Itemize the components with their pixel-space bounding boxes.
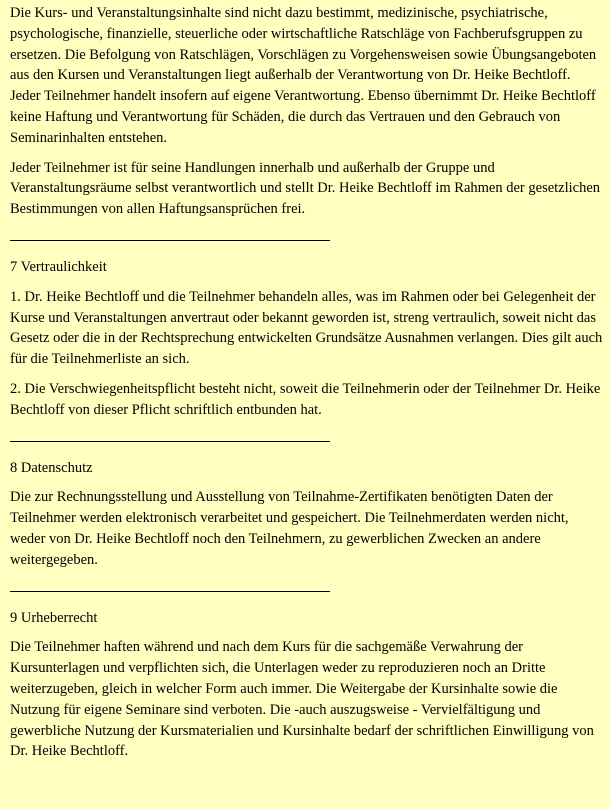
section-9-title: 9 Urheberrecht — [10, 609, 98, 626]
section-8-paragraph-1: Die zur Rechnungsstellung und Ausstellung von Teilnahme-Zertifikaten benötigten Daten der Teilnehmer werden elektronisch verarbeitet und gespeichert. Die Teilnehmerdaten werden nicht, weder von Dr. Heike Bechtloff noch den Teilnehmern, zu gewerblichen Zwecken an andere weitergegeben. — [10, 489, 569, 568]
section-divider — [10, 591, 330, 592]
intro-paragraph-responsibility: Jeder Teilnehmer ist für seine Handlungen innerhalb und außerhalb der Gruppe und Veranstaltungsräume selbst verantwortlich und stellt Dr. Heike Bechtloff im Rahmen der gesetzlichen Bestimmungen von allen Haftungsansprüchen frei. — [10, 159, 601, 218]
section-divider — [10, 240, 330, 241]
intro-paragraph-liability: Die Kurs- und Veranstaltungsinhalte sind nicht dazu bestimmt, medizinische, psychiatrische, psychologische, finanzielle, steuerliche oder wirtschaftliche Ratschläge von Fachberufsgruppen zu ersetzen. Die Befolgung von Ratschlägen, Vorschlägen zu Vorgehensweisen sowie Übungsangeboten aus den Kursen und Veranstaltungen liegt außerhalb der Verantwortung von Dr. Heike Bechtloff. Jeder Teilnehmer handelt insofern auf eigene Verantwortung. Ebenso übernimmt Dr. Heike Bechtloff keine Haftung und Verantwortung für Schäden, die durch das Vertrauen und den Gebrauch von Seminarinhalten entstehen. — [10, 5, 597, 146]
section-7-paragraph-1: 1. Dr. Heike Bechtloff und die Teilnehmer behandeln alles, was im Rahmen oder bei Gelegenheit der Kurse und Veranstaltungen anvertraut oder bekannt geworden ist, streng vertraulich, soweit nicht das Gesetz oder die in der Rechtsprechung entwickelten Grundsätze Ausnahmen verlangen. Dies gilt auch für die Teilnehmerliste an sich. — [10, 288, 603, 368]
section-7-paragraph-2: 2. Die Verschwiegenheitspflicht besteht nicht, soweit die Teilnehmerin oder der Teilnehmer Dr. Heike Bechtloff von dieser Pflicht schriftlich entbunden hat. — [10, 380, 601, 418]
section-7-title: 7 Vertraulichkeit — [10, 258, 107, 275]
section-8-title: 8 Datenschutz — [10, 459, 93, 476]
section-divider — [10, 441, 330, 442]
section-9-paragraph-1: Die Teilnehmer haften während und nach dem Kurs für die sachgemäße Verwahrung der Kursunterlagen und verpflichten sich, die Unterlagen weder zu reproduzieren noch an Dritte weiterzugeben, gleich in welcher Form auch immer. Die Weitergabe der Kursinhalte sowie die Nutzung für eigene Seminare sind verboten. Die -auch auszugsweise - Vervielfältigung und gewerbliche Nutzung der Kursmaterialien und Kursinhalte bedarf der schriftlichen Einwilligung von Dr. Heike Bechtloff. — [10, 639, 594, 760]
